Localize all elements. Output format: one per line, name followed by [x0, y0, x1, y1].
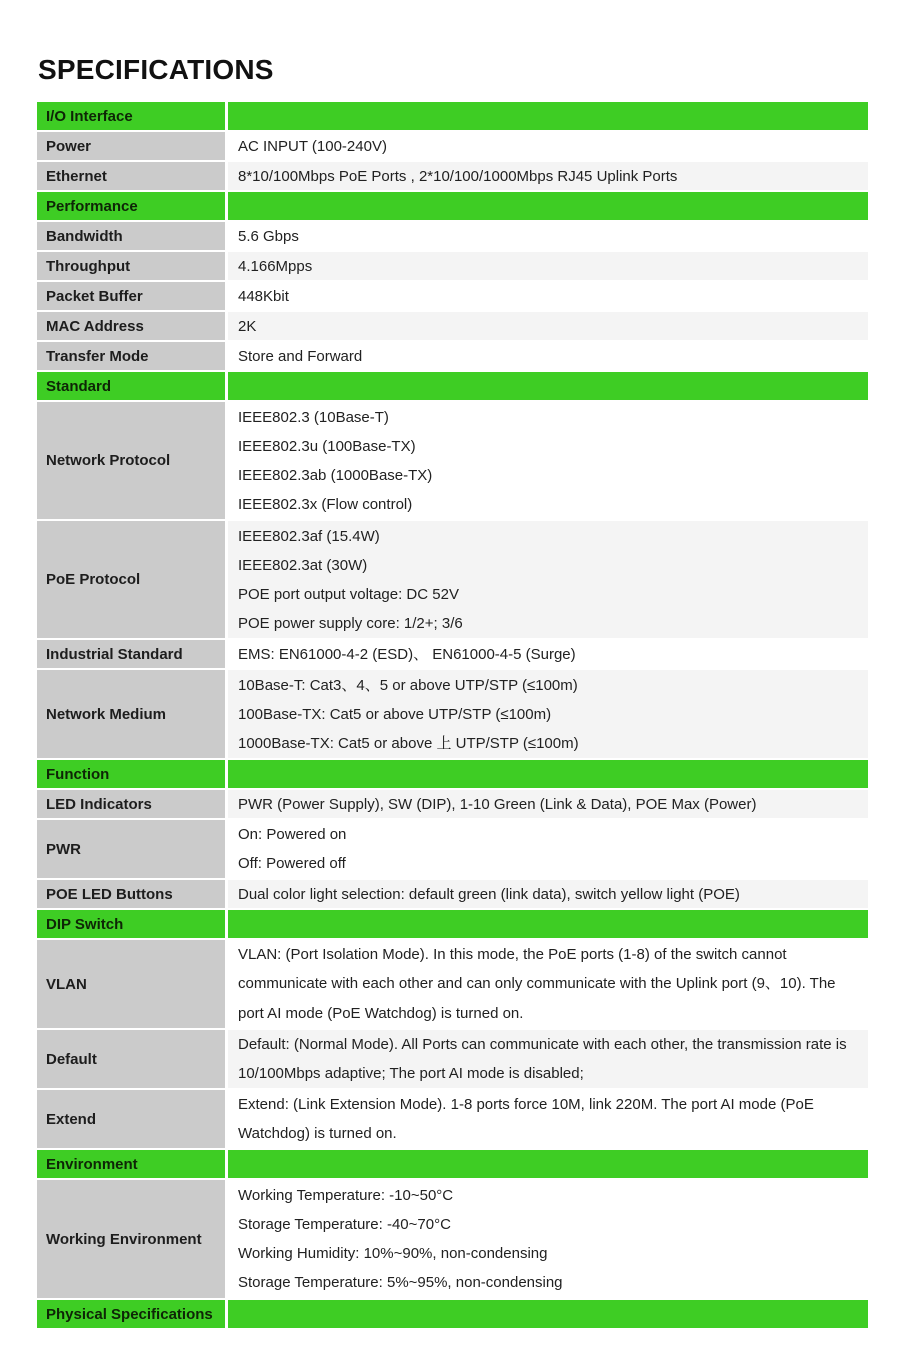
row-value-line: Working Temperature: -10~50°C: [238, 1187, 454, 1204]
row-value-line: 448Kbit: [238, 287, 289, 305]
table-row-transfer-mode: [37, 342, 868, 370]
row-value: [228, 402, 868, 519]
section-header-spacer: [228, 1300, 868, 1328]
row-label: Default: [37, 1030, 225, 1088]
row-value-line: IEEE802.3af (15.4W): [238, 527, 380, 545]
row-label: Industrial Standard: [37, 640, 225, 668]
row-label: Throughput: [37, 252, 225, 280]
section-header-spacer: [228, 910, 868, 938]
row-label: PWR: [37, 820, 225, 878]
row-value-line: Off: Powered off: [238, 855, 346, 872]
row-value: [228, 820, 868, 878]
row-label: PoE Protocol: [37, 521, 225, 638]
row-value: [228, 132, 868, 160]
row-value: [228, 1090, 868, 1148]
row-value-line: PWR (Power Supply), SW (DIP), 1-10 Green (Link & Data), POE Max (Power): [238, 795, 757, 813]
row-value: [228, 342, 868, 370]
section-header-label: Standard: [37, 372, 225, 400]
section-header-spacer: [228, 1150, 868, 1178]
table-row-vlan: [37, 940, 868, 1028]
specifications-table: [37, 102, 868, 1328]
row-value-line: IEEE802.3x (Flow control): [238, 495, 413, 513]
section-header-standard: [37, 372, 868, 400]
section-header-performance: [37, 192, 868, 220]
row-value-line: IEEE802.3 (10Base-T): [238, 408, 389, 426]
row-label: Transfer Mode: [37, 342, 225, 370]
table-row-ethernet: [37, 162, 868, 190]
row-value-paragraph: Extend: (Link Extension Mode). 1-8 ports force 10M, link 220M. The port AI mode (PoE Watchdog) is turned on.: [238, 1095, 814, 1142]
row-value-line: 1000Base-TX: Cat5 or above 上 UTP/STP (≤100m): [238, 734, 579, 752]
section-header-spacer: [228, 102, 868, 130]
section-header-label: I/O Interface: [37, 102, 225, 130]
row-value-paragraph: VLAN: (Port Isolation Mode). In this mode, the PoE ports (1-8) of the switch cannot communicate with each other and can only communicate with the Uplink port (9、10). The port AI mode (PoE Watchdog) is turned on.: [238, 945, 836, 1022]
spec-sheet-page: [0, 54, 900, 1355]
row-label: POE LED Buttons: [37, 880, 225, 908]
row-value-line: Dual color light selection: default green (link data), switch yellow light (POE): [238, 885, 740, 903]
row-value-line: 2K: [238, 317, 257, 335]
row-label: Network Protocol: [37, 402, 225, 519]
row-label: Network Medium: [37, 670, 225, 758]
table-row-extend: [37, 1090, 868, 1148]
row-label: Packet Buffer: [37, 282, 225, 310]
row-value: [228, 670, 868, 758]
table-row-bandwidth: [37, 222, 868, 250]
row-value: [228, 640, 868, 668]
row-value-line: AC INPUT (100-240V): [238, 137, 387, 155]
row-value-line: POE power supply core: 1/2+; 3/6: [238, 614, 463, 632]
row-label: Power: [37, 132, 225, 160]
table-row-throughput: [37, 252, 868, 280]
table-row-working-environment: [37, 1180, 868, 1298]
row-label: VLAN: [37, 940, 225, 1028]
row-label: Bandwidth: [37, 222, 225, 250]
row-value-line: EMS: EN61000-4-2 (ESD)、 EN61000-4-5 (Surge): [238, 645, 576, 663]
section-header-spacer: [228, 192, 868, 220]
row-value: [228, 790, 868, 818]
table-row-mac-address: [37, 312, 868, 340]
table-row-power: [37, 132, 868, 160]
section-header-spacer: [228, 760, 868, 788]
row-value-line: IEEE802.3u (100Base-TX): [238, 437, 416, 455]
section-header-label: DIP Switch: [37, 910, 225, 938]
row-value: [228, 1180, 868, 1298]
table-row-packet-buffer: [37, 282, 868, 310]
row-value-line: 100Base-TX: Cat5 or above UTP/STP (≤100m): [238, 705, 552, 723]
row-value: [228, 521, 868, 638]
row-value-line: Storage Temperature: -40~70°C: [238, 1216, 451, 1233]
row-value: [228, 880, 868, 908]
section-header-label: Environment: [37, 1150, 225, 1178]
row-label: LED Indicators: [37, 790, 225, 818]
row-label: Ethernet: [37, 162, 225, 190]
row-value: [228, 282, 868, 310]
section-header-dip-switch: [37, 910, 868, 938]
section-header-physical-specifications: [37, 1300, 868, 1328]
row-value-line: IEEE802.3at (30W): [238, 556, 368, 574]
section-header-label: Performance: [37, 192, 225, 220]
row-value: [228, 222, 868, 250]
section-header-spacer: [228, 372, 868, 400]
table-row-default: [37, 1030, 868, 1088]
table-row-poe-protocol: [37, 521, 868, 638]
row-value-paragraph: Default: (Normal Mode). All Ports can communicate with each other, the transmission rate is 10/100Mbps adaptive; The port AI mode is disabled;: [238, 1035, 847, 1082]
row-value: [228, 1030, 868, 1088]
page-title: SPECIFICATIONS: [38, 54, 274, 85]
row-value-line: 5.6 Gbps: [238, 227, 299, 245]
table-row-industrial-standard: [37, 640, 868, 668]
row-value: [228, 252, 868, 280]
row-value-line: On: Powered on: [238, 826, 347, 843]
row-value-line: 4.166Mpps: [238, 257, 313, 275]
row-value: [228, 312, 868, 340]
row-label: MAC Address: [37, 312, 225, 340]
table-row-network-protocol: [37, 402, 868, 519]
row-value: [228, 940, 868, 1028]
section-header-io-interface: [37, 102, 868, 130]
table-row-led-indicators: [37, 790, 868, 818]
section-header-function: [37, 760, 868, 788]
row-label: Extend: [37, 1090, 225, 1148]
row-value-line: IEEE802.3ab (1000Base-TX): [238, 466, 433, 484]
row-value-line: Working Humidity: 10%~90%, non-condensing: [238, 1245, 548, 1262]
row-value-line: 10Base-T: Cat3、4、5 or above UTP/STP (≤100m): [238, 676, 578, 694]
row-value-line: Store and Forward: [238, 347, 363, 365]
row-value-line: Storage Temperature: 5%~95%, non-condensing: [238, 1274, 563, 1291]
section-header-label: Physical Specifications: [37, 1300, 225, 1328]
section-header-label: Function: [37, 760, 225, 788]
table-row-poe-led-buttons: [37, 880, 868, 908]
row-value-line: POE port output voltage: DC 52V: [238, 585, 459, 603]
table-row-pwr: [37, 820, 868, 878]
row-value-line: 8*10/100Mbps PoE Ports , 2*10/100/1000Mbps RJ45 Uplink Ports: [238, 167, 678, 185]
table-row-network-medium: [37, 670, 868, 758]
section-header-environment: [37, 1150, 868, 1178]
row-label: Working Environment: [37, 1180, 225, 1298]
row-value: [228, 162, 868, 190]
